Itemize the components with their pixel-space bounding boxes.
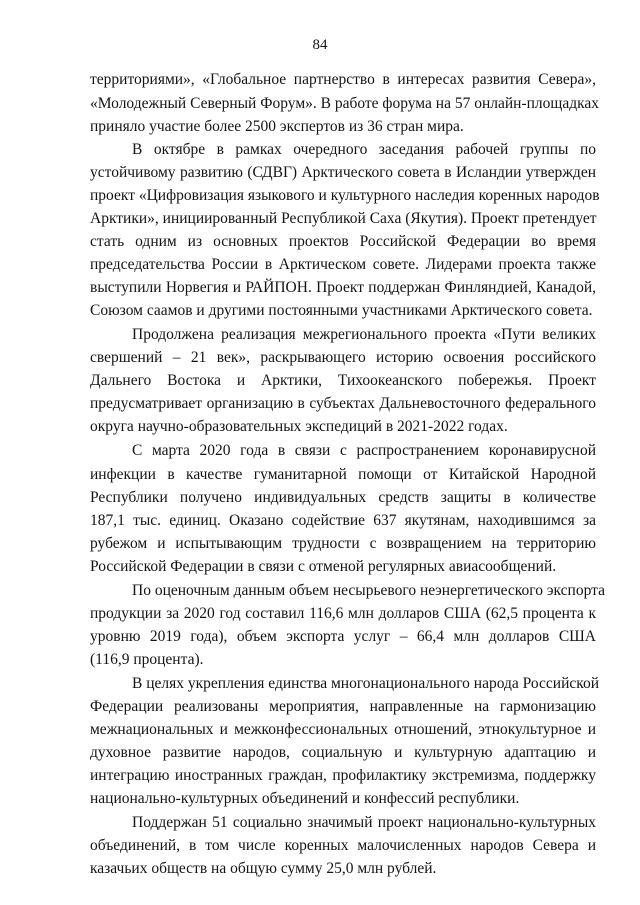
text-line: Арктики», инициированный Республикой Саха (Якутия). Проект претендует [90, 210, 597, 227]
text-line: казачьих обществ на общую сумму 25,0 млн рублей. [90, 860, 437, 877]
text-line: Республики получено индивидуальных средств защиты в количестве [90, 489, 596, 506]
text-line: инфекции в качестве гуманитарной помощи от Китайской Народной [90, 466, 596, 483]
text-line: В целях укрепления единства многонационального народа Российской [132, 675, 600, 692]
text-line: Поддержан 51 социально значимый проект национально-культурных [132, 814, 596, 831]
text-line: национально-культурных объединений и конфессий республики. [90, 790, 520, 807]
text-line: рубежом и испытывающим трудности с возвращением на территорию [90, 535, 596, 552]
text-line: устойчивому развитию (СДВГ) Арктического совета в Исландии утвержден [90, 164, 596, 181]
text-line: выступили Норвегия и РАЙПОН. Проект поддержан Финляндией, Канадой, [90, 279, 596, 296]
text-line: (116,9 процента). [90, 651, 204, 668]
text-line: Федерации реализованы мероприятия, направленные на гармонизацию [90, 698, 596, 715]
page-number: 84 [312, 37, 328, 53]
text-line: По оценочным данным объем несырьевого неэнергетического экспорта [132, 582, 605, 599]
text-line: продукции за 2020 год составил 116,6 млн долларов США (62,5 процента к [90, 605, 596, 622]
text-line: межнациональных и межконфессиональных отношений, этнокультурное и [90, 721, 596, 738]
text-line: духовное развитие народов, социальную и культурную адаптацию и [90, 744, 596, 761]
text-line: Российской Федерации в связи с отменой регулярных авиасообщений. [90, 558, 557, 575]
text-line: проект «Цифровизация языкового и культурного наследия коренных народов [90, 187, 600, 204]
text-line: территориями», «Глобальное партнерство в интересах развития Севера», [90, 71, 596, 88]
text-line: предусматривает организацию в субъектах Дальневосточного федерального [90, 395, 596, 412]
text-line: Союзом саамов и другими постоянными участниками Арктического совета. [90, 302, 593, 319]
text-line: округа научно-образовательных экспедиций в 2021-2022 годах. [90, 418, 508, 435]
text-line: С марта 2020 года в связи с распространением коронавирусной [132, 442, 596, 459]
text-line: объединений, в том числе коренных малочисленных народов Севера и [90, 837, 596, 854]
text-line: Дальнего Востока и Арктики, Тихоокеанского побережья. Проект [90, 372, 596, 389]
text-line: интеграцию иностранных граждан, профилактику экстремизма, поддержку [90, 767, 596, 784]
text-line: свершений – 21 век», раскрывающего историю освоения российского [90, 349, 596, 366]
text-line: В октябре в рамках очередного заседания рабочей группы по [132, 141, 596, 158]
text-line: 187,1 тыс. единиц. Оказано содействие 637 якутянам, находившимся за [90, 512, 596, 529]
text-line: стать одним из основных проектов Российской Федерации во время [90, 233, 596, 250]
text-line: приняло участие более 2500 экспертов из 36 стран мира. [90, 118, 464, 135]
text-line: «Молодежный Северный Форум». В работе форума на 57 онлайн-площадках [90, 95, 600, 112]
text-line: уровню 2019 года), объем экспорта услуг – 66,4 млн долларов США [90, 628, 596, 645]
text-line: председательства России в Арктическом совете. Лидерами проекта также [90, 256, 596, 273]
text-line: Продолжена реализация межрегионального проекта «Пути великих [132, 326, 596, 343]
